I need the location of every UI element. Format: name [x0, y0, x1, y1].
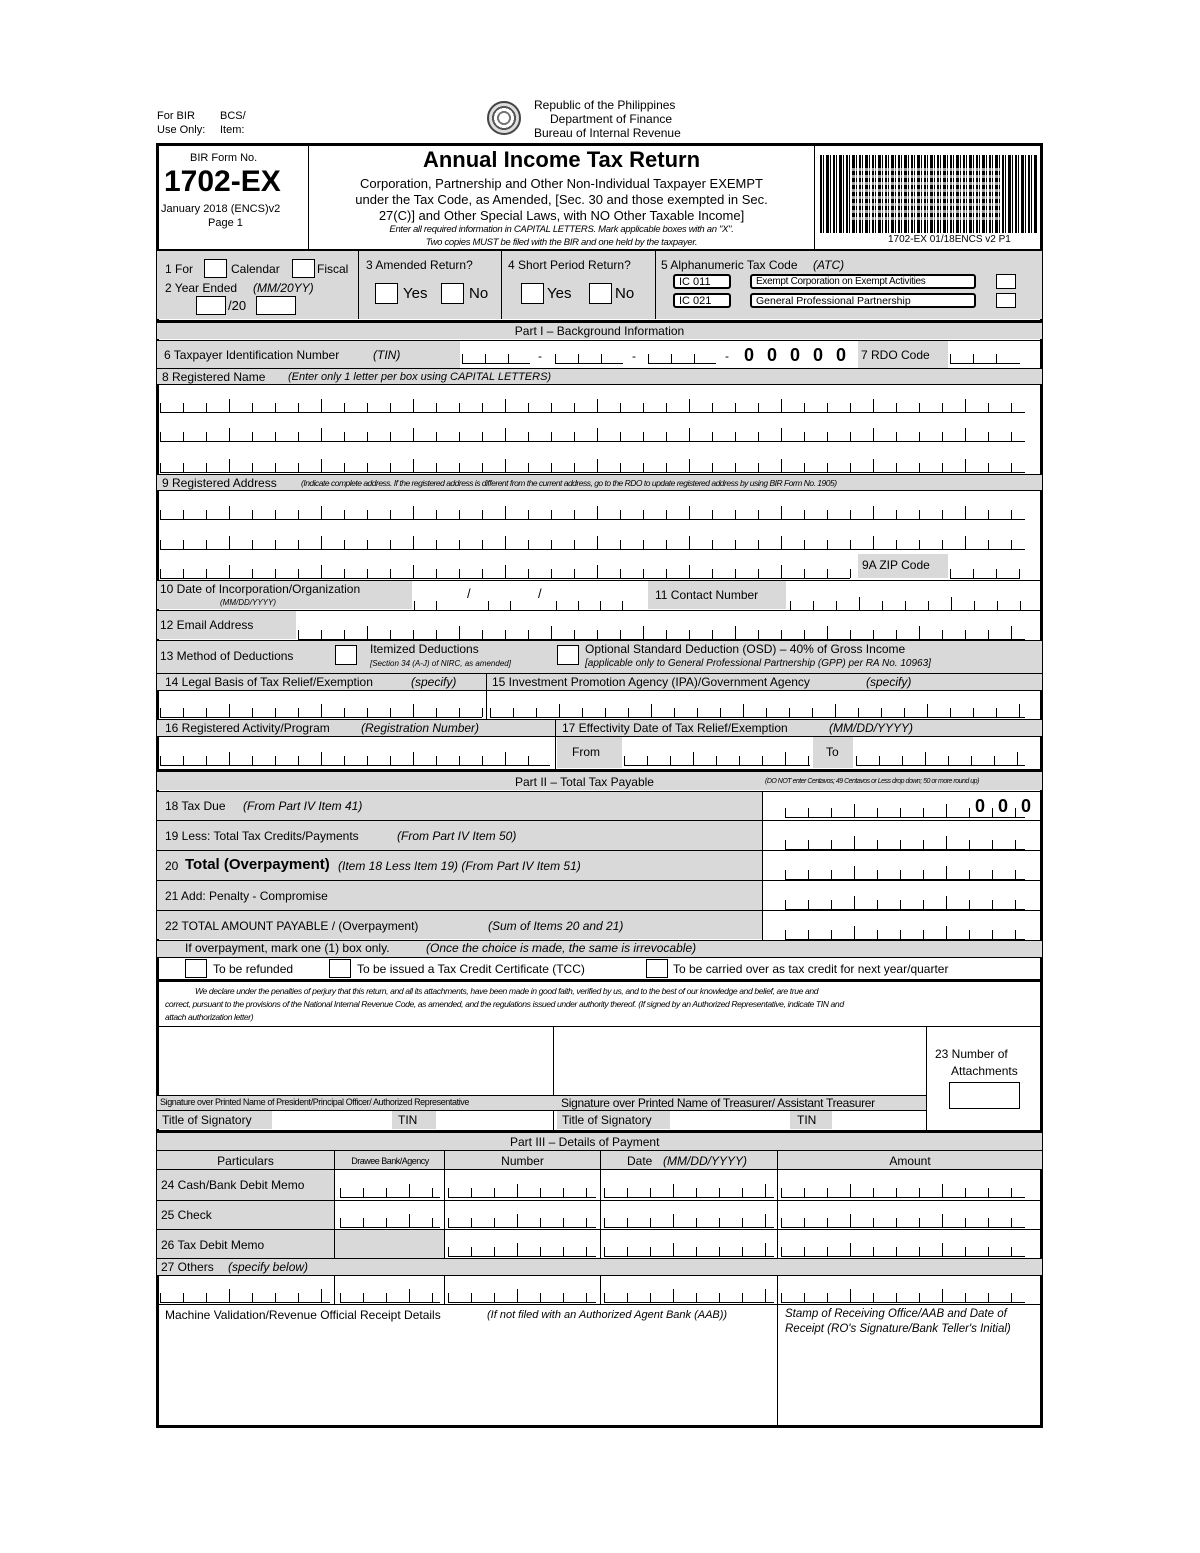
branch-digit: 0: [767, 345, 778, 365]
item18-note: (From Part IV Item 41): [243, 799, 363, 813]
registered-activity-input[interactable]: [160, 752, 550, 766]
registered-name-line-2[interactable]: [160, 428, 1025, 442]
registered-address-line-3[interactable]: [160, 565, 850, 579]
tin-dash-1: -: [538, 349, 542, 363]
others-bank-input[interactable]: [340, 1289, 440, 1303]
investment-agency-input[interactable]: [490, 704, 1025, 718]
amended-no-checkbox[interactable]: [441, 283, 464, 304]
date-slash-1: /: [467, 586, 471, 601]
incorp-day-input[interactable]: [488, 597, 532, 611]
tin-part3-input[interactable]: [648, 350, 716, 364]
item14-label: 14 Legal Basis of Tax Relief/Exemption: [165, 675, 373, 689]
department-text: Department of Finance: [550, 112, 673, 126]
amended-yes-label: Yes: [403, 285, 428, 302]
cash-date-input[interactable]: [604, 1184, 774, 1198]
col-drawee-bank: Drawee Bank/Agency: [351, 1156, 429, 1166]
calendar-checkbox[interactable]: [204, 259, 227, 278]
calendar-label: Calendar: [231, 262, 280, 276]
year-input[interactable]: [256, 296, 296, 315]
atc-ic021-desc: General Professional Partnership: [750, 293, 976, 308]
title-of-signatory-2-input[interactable]: [672, 1111, 788, 1129]
item20-label: Total (Overpayment): [185, 856, 330, 873]
item27-note: (specify below): [228, 1260, 309, 1274]
check-amount-input[interactable]: [781, 1214, 1025, 1228]
item19-note: (From Part IV Item 50): [397, 829, 517, 843]
item17-format: (MM/DD/YYYY): [829, 721, 913, 735]
item11-label: 11 Contact Number: [655, 588, 759, 602]
item6-tin: (TIN): [373, 348, 401, 362]
form-title: Annual Income Tax Return: [422, 147, 701, 172]
bcs-label: BCS/: [220, 110, 246, 122]
tin-label-2: TIN: [797, 1113, 817, 1127]
instructions-2: Two copies MUST be filed with the BIR and one held by the taxpayer.: [425, 237, 698, 248]
tin-branch-code: [740, 345, 856, 367]
tax-debit-date-input[interactable]: [604, 1243, 774, 1257]
item23-label-1: 23 Number of: [935, 1047, 1008, 1061]
item10-label: 10 Date of Incorporation/Organization: [160, 582, 361, 596]
part2-title: Part II – Total Tax Payable: [515, 775, 654, 789]
item9a-label: 9A ZIP Code: [862, 558, 930, 572]
to-label: To: [826, 745, 839, 759]
fiscal-checkbox[interactable]: [292, 259, 315, 278]
machine-validation-label: Machine Validation/Revenue Official Receipt Details: [165, 1308, 441, 1322]
subtitle-1: Corporation, Partnership and Other Non-Individual Taxpayer EXEMPT: [360, 176, 763, 191]
item8-note: (Enter only 1 letter per box using CAPITAL LETTERS): [288, 371, 552, 383]
item9-note: (Indicate complete address. If the registered address is different from the current address, go to the RDO to update registered address by using BIR Form No. 1905): [301, 478, 837, 488]
rdo-code-input[interactable]: [950, 350, 1020, 364]
tax-credits-input[interactable]: [785, 836, 1025, 850]
bir-seal-icon: [487, 101, 521, 135]
itemized-deductions-checkbox[interactable]: [335, 645, 357, 665]
registered-name-line-3[interactable]: [160, 459, 1025, 473]
year-month-input[interactable]: [196, 296, 226, 315]
title-of-signatory-2: Title of Signatory: [562, 1113, 652, 1127]
declaration-line-1: We declare under the penalties of perjury that this return, and all its attachments, have been made in good faith, verified by us, and to the best of our knowledge and belief, are true and: [195, 986, 819, 996]
tax-due-zero: 0: [998, 796, 1009, 816]
stamp-label-2: Receipt (RO's Signature/Bank Teller's Initial): [785, 1323, 1011, 1335]
title-of-signatory-1: Title of Signatory: [162, 1113, 252, 1127]
item27-label: 27 Others: [161, 1260, 214, 1274]
legal-basis-input[interactable]: [160, 704, 482, 718]
for-bir-label: For BIR: [157, 110, 195, 122]
item22-label: 22 TOTAL AMOUNT PAYABLE / (Overpayment): [165, 919, 419, 933]
col-number: Number: [501, 1154, 544, 1168]
tin-dash-3: -: [725, 349, 729, 363]
fiscal-label: Fiscal: [317, 262, 349, 276]
subtitle-2: under the Tax Code, as Amended, [Sec. 30 and those exempted in Sec.: [355, 192, 768, 207]
effectivity-to-input[interactable]: [856, 752, 1025, 766]
item5-atc: (ATC): [813, 258, 845, 272]
effectivity-from-input[interactable]: [624, 752, 810, 766]
tin-part2-input[interactable]: [555, 350, 623, 364]
item7-label: 7 RDO Code: [861, 348, 930, 362]
short-period-yes-label: Yes: [547, 285, 572, 302]
others-number-input[interactable]: [448, 1289, 596, 1303]
item1-label: 1 For: [165, 262, 194, 276]
tcc-label: To be issued a Tax Credit Certificate (TCC): [357, 962, 585, 976]
stamp-label-1: Stamp of Receiving Office/AAB and Date of: [785, 1308, 1007, 1320]
item24-label: 24 Cash/Bank Debit Memo: [161, 1178, 305, 1192]
item8-label: 8 Registered Name: [162, 370, 266, 384]
branch-digit: 0: [744, 345, 755, 365]
item13-label: 13 Method of Deductions: [160, 649, 294, 663]
atc-ic021-checkbox[interactable]: [996, 293, 1016, 308]
item15-spec: (specify): [866, 675, 912, 689]
tax-debit-bank-bg: [335, 1229, 444, 1258]
total-overpayment-input[interactable]: [785, 866, 1025, 880]
col-particulars: Particulars: [217, 1154, 274, 1168]
treasurer-signature-label: Signature over Printed Name of Treasurer/ Assistant Treasurer: [561, 1096, 875, 1110]
others-date-input[interactable]: [604, 1289, 774, 1303]
others-amount-input[interactable]: [781, 1289, 1025, 1303]
branch-digit: 0: [836, 345, 847, 365]
item14-spec: (specify): [411, 675, 457, 689]
bureau-text: Bureau of Internal Revenue: [534, 126, 681, 140]
part3-title: Part III – Details of Payment: [510, 1135, 660, 1149]
item18-label: 18 Tax Due: [165, 799, 226, 813]
item17-label: 17 Effectivity Date of Tax Relief/Exemption: [562, 721, 788, 735]
declaration-line-3: attach authorization letter): [165, 1012, 254, 1022]
registered-name-line-1[interactable]: [160, 399, 1025, 413]
part1-title: Part I – Background Information: [514, 324, 685, 338]
incorp-month-input[interactable]: [414, 597, 458, 611]
item16-note: (Registration Number): [361, 721, 480, 735]
item19-label: 19 Less: Total Tax Credits/Payments: [165, 829, 359, 843]
item4-label: 4 Short Period Return?: [508, 258, 631, 272]
item2-label: 2 Year Ended: [165, 281, 238, 295]
contact-number-input[interactable]: [790, 597, 1025, 611]
tin-part1-input[interactable]: [462, 350, 530, 364]
tax-debit-amount-input[interactable]: [781, 1243, 1025, 1257]
refund-label: To be refunded: [213, 962, 294, 976]
form-page: Page 1: [208, 217, 243, 229]
email-address-input[interactable]: [298, 626, 1025, 640]
date-slash-2: /: [538, 586, 542, 601]
year-prefix: /20: [228, 298, 247, 313]
item22-note: (Sum of Items 20 and 21): [488, 919, 624, 933]
item20-num: 20: [165, 859, 179, 873]
item25-label: 25 Check: [161, 1208, 212, 1222]
overpay-label: If overpayment, mark one (1) box only.: [185, 941, 390, 955]
treasurer-signature-area[interactable]: [555, 1028, 925, 1094]
short-period-yes-checkbox[interactable]: [521, 283, 544, 304]
cash-bank-input[interactable]: [340, 1184, 440, 1198]
tax-due-zero: 0: [1021, 796, 1032, 816]
item16-label: 16 Registered Activity/Program: [165, 721, 330, 735]
form-number: 1702-EX: [164, 165, 281, 198]
itemized-label: Itemized Deductions: [370, 642, 479, 656]
tin-dash-2: -: [632, 349, 636, 363]
carry-over-checkbox[interactable]: [646, 959, 668, 978]
item5-label: 5 Alphanumeric Tax Code: [661, 258, 798, 272]
col-date: Date: [627, 1154, 653, 1168]
tax-debit-number-input[interactable]: [448, 1243, 596, 1257]
item26-label: 26 Tax Debit Memo: [161, 1238, 265, 1252]
branch-digit: 0: [813, 345, 824, 365]
registered-address-line-1[interactable]: [160, 506, 1025, 520]
subtitle-3: 27(C)] and Other Special Laws, with NO Other Taxable Income]: [378, 208, 745, 223]
item12-label: 12 Email Address: [160, 618, 254, 632]
col-amount: Amount: [889, 1154, 931, 1168]
republic-text: Republic of the Philippines: [534, 98, 676, 112]
amended-yes-checkbox[interactable]: [375, 283, 398, 304]
president-signature-area[interactable]: [158, 1028, 552, 1094]
osd-label: Optional Standard Deduction (OSD) – 40% of Gross Income: [585, 642, 906, 656]
short-period-no-checkbox[interactable]: [589, 283, 612, 304]
president-signature-label: Signature over Printed Name of President/Principal Officer/ Authorized Representative: [160, 1097, 470, 1107]
attachments-count-input[interactable]: [949, 1082, 1020, 1109]
item23-label-2: Attachments: [951, 1064, 1018, 1078]
item6-label: 6 Taxpayer Identification Number: [164, 348, 340, 362]
col-date-format: (MM/DD/YYYY): [663, 1154, 747, 1168]
item10-format: (MM/DD/YYYY): [220, 598, 276, 607]
total-payable-input[interactable]: [785, 926, 1025, 940]
barcode-caption: 1702-EX 01/18ENCS v2 P1: [888, 234, 1011, 245]
short-period-no-label: No: [615, 285, 635, 302]
penalty-input[interactable]: [785, 896, 1025, 910]
tcc-checkbox[interactable]: [329, 959, 351, 978]
others-particulars-input[interactable]: [160, 1289, 330, 1303]
branch-digit: 0: [790, 345, 801, 365]
from-label: From: [572, 745, 600, 759]
item20-note: (Item 18 Less Item 19) (From Part IV Item 51): [338, 859, 581, 873]
part2-note: (DO NOT enter Centavos; 49 Centavos or Less drop down; 50 or more round up): [765, 778, 979, 785]
item21-label: 21 Add: Penalty - Compromise: [165, 889, 328, 903]
carry-over-label: To be carried over as tax credit for next year/quarter: [673, 962, 949, 976]
atc-ic011: IC 011: [673, 274, 731, 289]
item2-format: (MM/20YY): [253, 281, 314, 295]
registered-address-line-2[interactable]: [160, 536, 1025, 550]
item-label: Item:: [220, 124, 245, 136]
zip-code-input[interactable]: [950, 565, 1020, 579]
tax-due-input[interactable]: [785, 804, 1025, 818]
cash-amount-input[interactable]: [781, 1184, 1025, 1198]
title-of-signatory-1-input[interactable]: [274, 1111, 390, 1129]
check-date-input[interactable]: [604, 1214, 774, 1228]
item9-label: 9 Registered Address: [162, 476, 277, 490]
incorp-year-input[interactable]: [556, 597, 646, 611]
check-number-input[interactable]: [448, 1214, 596, 1228]
atc-ic021: IC 021: [673, 293, 731, 308]
barcode-texture: [850, 165, 1000, 220]
check-bank-input[interactable]: [340, 1214, 440, 1228]
item3-label: 3 Amended Return?: [366, 258, 473, 272]
form-no-label: BIR Form No.: [190, 152, 258, 164]
amended-no-label: No: [469, 285, 489, 302]
tax-due-zero: 0: [975, 796, 986, 816]
atc-ic011-checkbox[interactable]: [996, 274, 1016, 289]
use-only-label: Use Only:: [157, 124, 206, 136]
cash-number-input[interactable]: [448, 1184, 596, 1198]
form-version: January 2018 (ENCS)v2: [161, 203, 281, 215]
refund-checkbox[interactable]: [185, 959, 207, 978]
osd-checkbox[interactable]: [557, 645, 579, 665]
item15-label: 15 Investment Promotion Agency (IPA)/Government Agency: [492, 675, 810, 689]
instructions-1: Enter all required information in CAPITAL LETTERS. Mark applicable boxes with an "X".: [389, 224, 734, 235]
tin-label-1: TIN: [398, 1113, 418, 1127]
osd-note: [applicable only to General Professional Partnership (GPP) per RA No. 10963]: [585, 658, 931, 669]
machine-validation-note: (If not filed with an Authorized Agent Bank (AAB)): [487, 1309, 728, 1321]
atc-ic011-desc: Exempt Corporation on Exempt Activities: [750, 274, 976, 289]
itemized-note: [Section 34 (A-J) of NIRC, as amended]: [370, 659, 511, 668]
overpay-note: (Once the choice is made, the same is irrevocable): [426, 941, 697, 955]
declaration-line-2: correct, pursuant to the provisions of the National Internal Revenue Code, as amended, and the regulations issued under authority thereof. (If signed by an Authorized Representative, indicate TIN and: [165, 999, 844, 1009]
